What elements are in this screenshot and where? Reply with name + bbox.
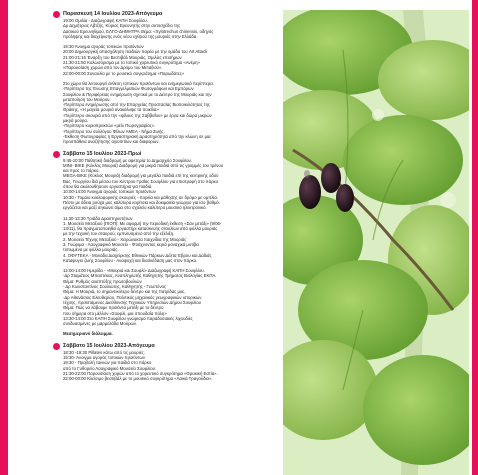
program-line: 19:00 Ομιλία - Διαζωγραφή ΚΑΠΗ Σουφλίου.	[63, 18, 148, 23]
program-line: Θέμα: Η Μουριά, το σημαντικότερο δέντρο και της πατρίδας μας.	[63, 289, 186, 295]
day-heading: Παρασκευή 14 Ιουλίου 2023-Απόγευμα	[63, 11, 163, 17]
program-text-column	[63, 10, 275, 387]
program-line: πρόληψης και διαχείρισης ενός νέου εχθρού της μουριάς στην Ελλάδα.	[63, 33, 198, 39]
program-line: -Έκθεση Φωτογραφίας η Εργαστηριακή Δραστηριότητα από την κλώνη σε μια	[63, 133, 211, 139]
program-line: 18:30 -19:30 Pillates κάτω από τις μουριές.	[63, 349, 145, 355]
program-line: 10:30 - Τομαιο κυκλοφορικής σκουριές - πορεία και μάθησης σε δρόμο με ομπλία.	[63, 194, 219, 200]
program-line: τυπωμένα με φύλλα μουριάς.	[63, 247, 119, 253]
program-line: 3. Γνώριμα - Λαογραφικό Μουσείο - Φτιάχνοντας κεριά μοναχικά μοτίβα	[63, 241, 199, 247]
program-line: 13:30-14:00 Στο ΚΑΠΗ Σουφλίου γνώρισμα παραδοσιακές λιχουδιές	[63, 315, 193, 321]
program-line: μεταποίηση του Μούρου.	[63, 96, 111, 102]
program-line: 19:30 - Προβολή ταινιών για παιδιά στο πάρκο	[63, 360, 152, 366]
program-line: με την τεχνική του σταυρού, εμπνευσμένο από την εξέλιξη.	[63, 231, 175, 237]
program-line: 20:00 Δημιουργική απασχόληση παιδιών παρέα με την ομάδα του Art Attack	[63, 49, 208, 55]
day-lines	[63, 350, 275, 382]
program-line: προσπάθεια αναζήτησης αγιοπιτίων και διαφορών.	[63, 139, 160, 145]
program-line: 11:30-13:30 Τριάδα Δραστηριοτήτων	[63, 215, 133, 221]
program-line: -Περίπτερο σκουριά από την «φίλους της Σαββαΐου» με έργα και δώρα μικρών	[63, 112, 212, 118]
day-lines	[63, 158, 275, 327]
day-section-saturday-morning	[63, 150, 275, 327]
program-line: 21:30-22:00 Παρουσίαση χορών από το χορευτικό συγκρότημα «Θρακική Εστία».	[63, 370, 218, 376]
program-line: 22:00-00:00 Κλείσιμο βεστιβάλ με το μουσικό συγκρότημα «Λαικά Τραγούδια».	[63, 376, 213, 382]
program-line: μικρά μούρα.	[63, 118, 89, 124]
program-line: 12:00-14:00 Ημερίδα - «Μουριά και Σουφλί» Διαζωγραφή ΚΑΠΗ Σουφλίου.	[63, 268, 205, 274]
day-section-friday-evening	[63, 10, 275, 145]
program-line: Δρ Δημήτριος Αβτζής, Κύριος Ερευνητής στην αυτοσχέδιο της	[63, 23, 181, 29]
program-line: 4. ΟΦΥΤΕΚΑ - Μονάδα Διαχείρισης Εθνικών Πάρκων Δέλτα Έβρου και Δαδιάς	[63, 252, 212, 258]
program-line: 19:30 Άνοιγμα αγοράς τοπικών προϊόντων	[63, 44, 144, 50]
program-line: 10:00-14:00 Άνοιγμα αγοράς τοπικών προϊόντων	[63, 189, 156, 195]
day-section-saturday-evening	[63, 342, 275, 382]
program-line: που σήμερα στο μέλλον «Σουφλί, μια σπουδαία πόλη»	[63, 310, 167, 316]
program-line: 21:30-21:50 Καλωσόρισμα με το τοπικό χορευτικό συγκρότημα «Ανέμη»	[63, 60, 200, 66]
program-line: 21:00-21:15 Έναρξη του Βεστιβάλ Μουριάς. Ομιλίες επισήμων	[63, 54, 182, 60]
program-line: 22:00-00:00 Συναυλία με το μουσικό συγκρότημα «Παρωδάτες»	[63, 70, 185, 76]
day-bullet	[53, 151, 60, 158]
program-line: 9:45-10:00 Παθητική διαδρομή με αφετηρία το Δημαρχείο Σουφλίου.	[63, 157, 193, 163]
program-line: Θέμα: Πώς να λάβουμε προϊόντα μετάξι με το δέντρο	[63, 305, 164, 311]
mulberry-branch-photo	[283, 10, 469, 475]
program-line: -Περίπτερο της Ένωσης Επαγγελματιών Φωτογράφων και Εμπόρων	[63, 86, 194, 92]
program-line: 1. Μουσείο Μεταξιού (ΠΙΟΠ): Με αφορμή την περιοδική έκθεση «Σαν μετάξι» (9/06-	[63, 220, 222, 226]
program-line: 13/11), θα πραγματοποιηθεί εργαστήρι κατασκευής σταυλίων από φύλλα μουριάς	[63, 226, 218, 232]
program-line: συνδυασμένες με μαρμελάδα Μούρων.	[63, 321, 138, 327]
program-line: - Δρ Κωνσταντίνος Σουλιώτης, Καθηγητής - Γεωπόνος	[63, 284, 167, 290]
program-line: MEGA-BIKE (Κύκλος Μουριά) διαδρομή για μεγάλα παιδιά επί της κεντρικής οδού	[63, 173, 219, 179]
program-line: Βας. Γεωργίου διά μέσου του Κέντρου Γραΐας Σουφλίου για επιστροφή στο πάρκο	[63, 178, 218, 184]
lunch-break-note: Μεσημεριανό διάλειμμα.	[63, 331, 113, 337]
day-bullet	[53, 11, 60, 18]
mulberry-illustration	[283, 10, 469, 475]
day-bullet	[53, 343, 60, 350]
program-line: «Παρουσίαση χορών από τον Δρόμο του Μεταξιού».	[63, 65, 163, 71]
day-heading: Σάββατο 15 Ιουλίου 2023-Πρωί	[63, 150, 142, 157]
program-line: -Δρ Αθανάσιος Ελευθερίου, Πολιτικός μηχανικός γεωγραφικών ιστορικών	[63, 294, 202, 300]
program-line: -Δρ Σταμάτιος Μπαστέκας, Αναπληρωτής Καθηγητής Τμήματος Βιολογίας ΕΚΠΑ.	[63, 273, 217, 279]
program-line: -Περίπτερο του συλλόγου Φίλων ΑΜΕΑ - Νήμα Ζωής.	[63, 128, 165, 134]
program-line: και προς το πάρκο.	[63, 168, 100, 174]
day-lines	[63, 18, 275, 145]
program-line: Πέστε με άδεια ρούχα μας καλύτερα κορίτσια και δοκιμασία γεώργιο για ίσο βαθμό.	[63, 199, 221, 205]
program-line: από το Γυθορείο Λαογραφικό Μουσείο Σουφλίου.	[63, 365, 157, 371]
program-line: 19:30- Άνοιγμα αγοράς τοπικών προϊόντων	[63, 355, 146, 361]
program-line: Δασικού Ερευνηθμού, ΕΛΓΟ-ΔΗΜΗΤΡΑ Θέμα: «Xylotrechus chinensis, οδηγός	[63, 28, 214, 34]
program-line: Θέμα: Ρυθμός αναπτύξης πρωτοβουλιών	[63, 278, 142, 284]
program-line: εργάζεται και μαζί σηκώνει αίμα στο σχολείο καλύτερο μουσικό ηλεκτρονικό.	[63, 205, 207, 211]
program-line: 2. Μουσείο Τέχνης Μεταξιού - Χειρώνακτα παιχνίδια της Μουριάς	[63, 236, 187, 242]
program-line: τέχνης, προϊστάμενος Διεύθυνσης Τεχνικών Υπηρεσιών Δήμου Σουφλίου	[63, 299, 201, 305]
program-line: -Περίπτερο ενημέρωσης από την Επαρχείας Προστασίας Βιοποικιλότητας της	[63, 102, 211, 108]
program-line: Καταφυγιο ζωής Σουφλίου - Αναψυχή και διασκέδαση μας στον πάρκο.	[63, 257, 198, 263]
day-heading: Σάββατο 15 Ιουλίου 2023-Απόγευμα	[63, 342, 155, 349]
program-line: ΜΙΝΙ- BIKE (Κύκλος Μουριά) Διαδρομή για μικρά παιδιά από τις γραμμές του τρένου	[63, 162, 224, 168]
program-line: όπου θα ακολουθήσουν εργαστήρια για παιδιά.	[63, 184, 153, 190]
program-line: Θράκης, «Η μαγεία μουριά ανακάλυψε τα ποικίλα»	[63, 107, 159, 113]
program-line: -Περίπτερο κυριοπρακτών «μέλι Πωρογραφίας».	[63, 123, 156, 129]
program-line: Στο χώρο θα λειτουργεί έκθεση τοπικών προϊόντων και ενημερωτικά περίπτερα.	[63, 80, 214, 86]
program-page	[8, 0, 472, 475]
program-line: Σουφλίου & Περιφέρειας ενημέρωση σχετικά με το Δέντρο της Μουριάς και την	[63, 91, 212, 97]
